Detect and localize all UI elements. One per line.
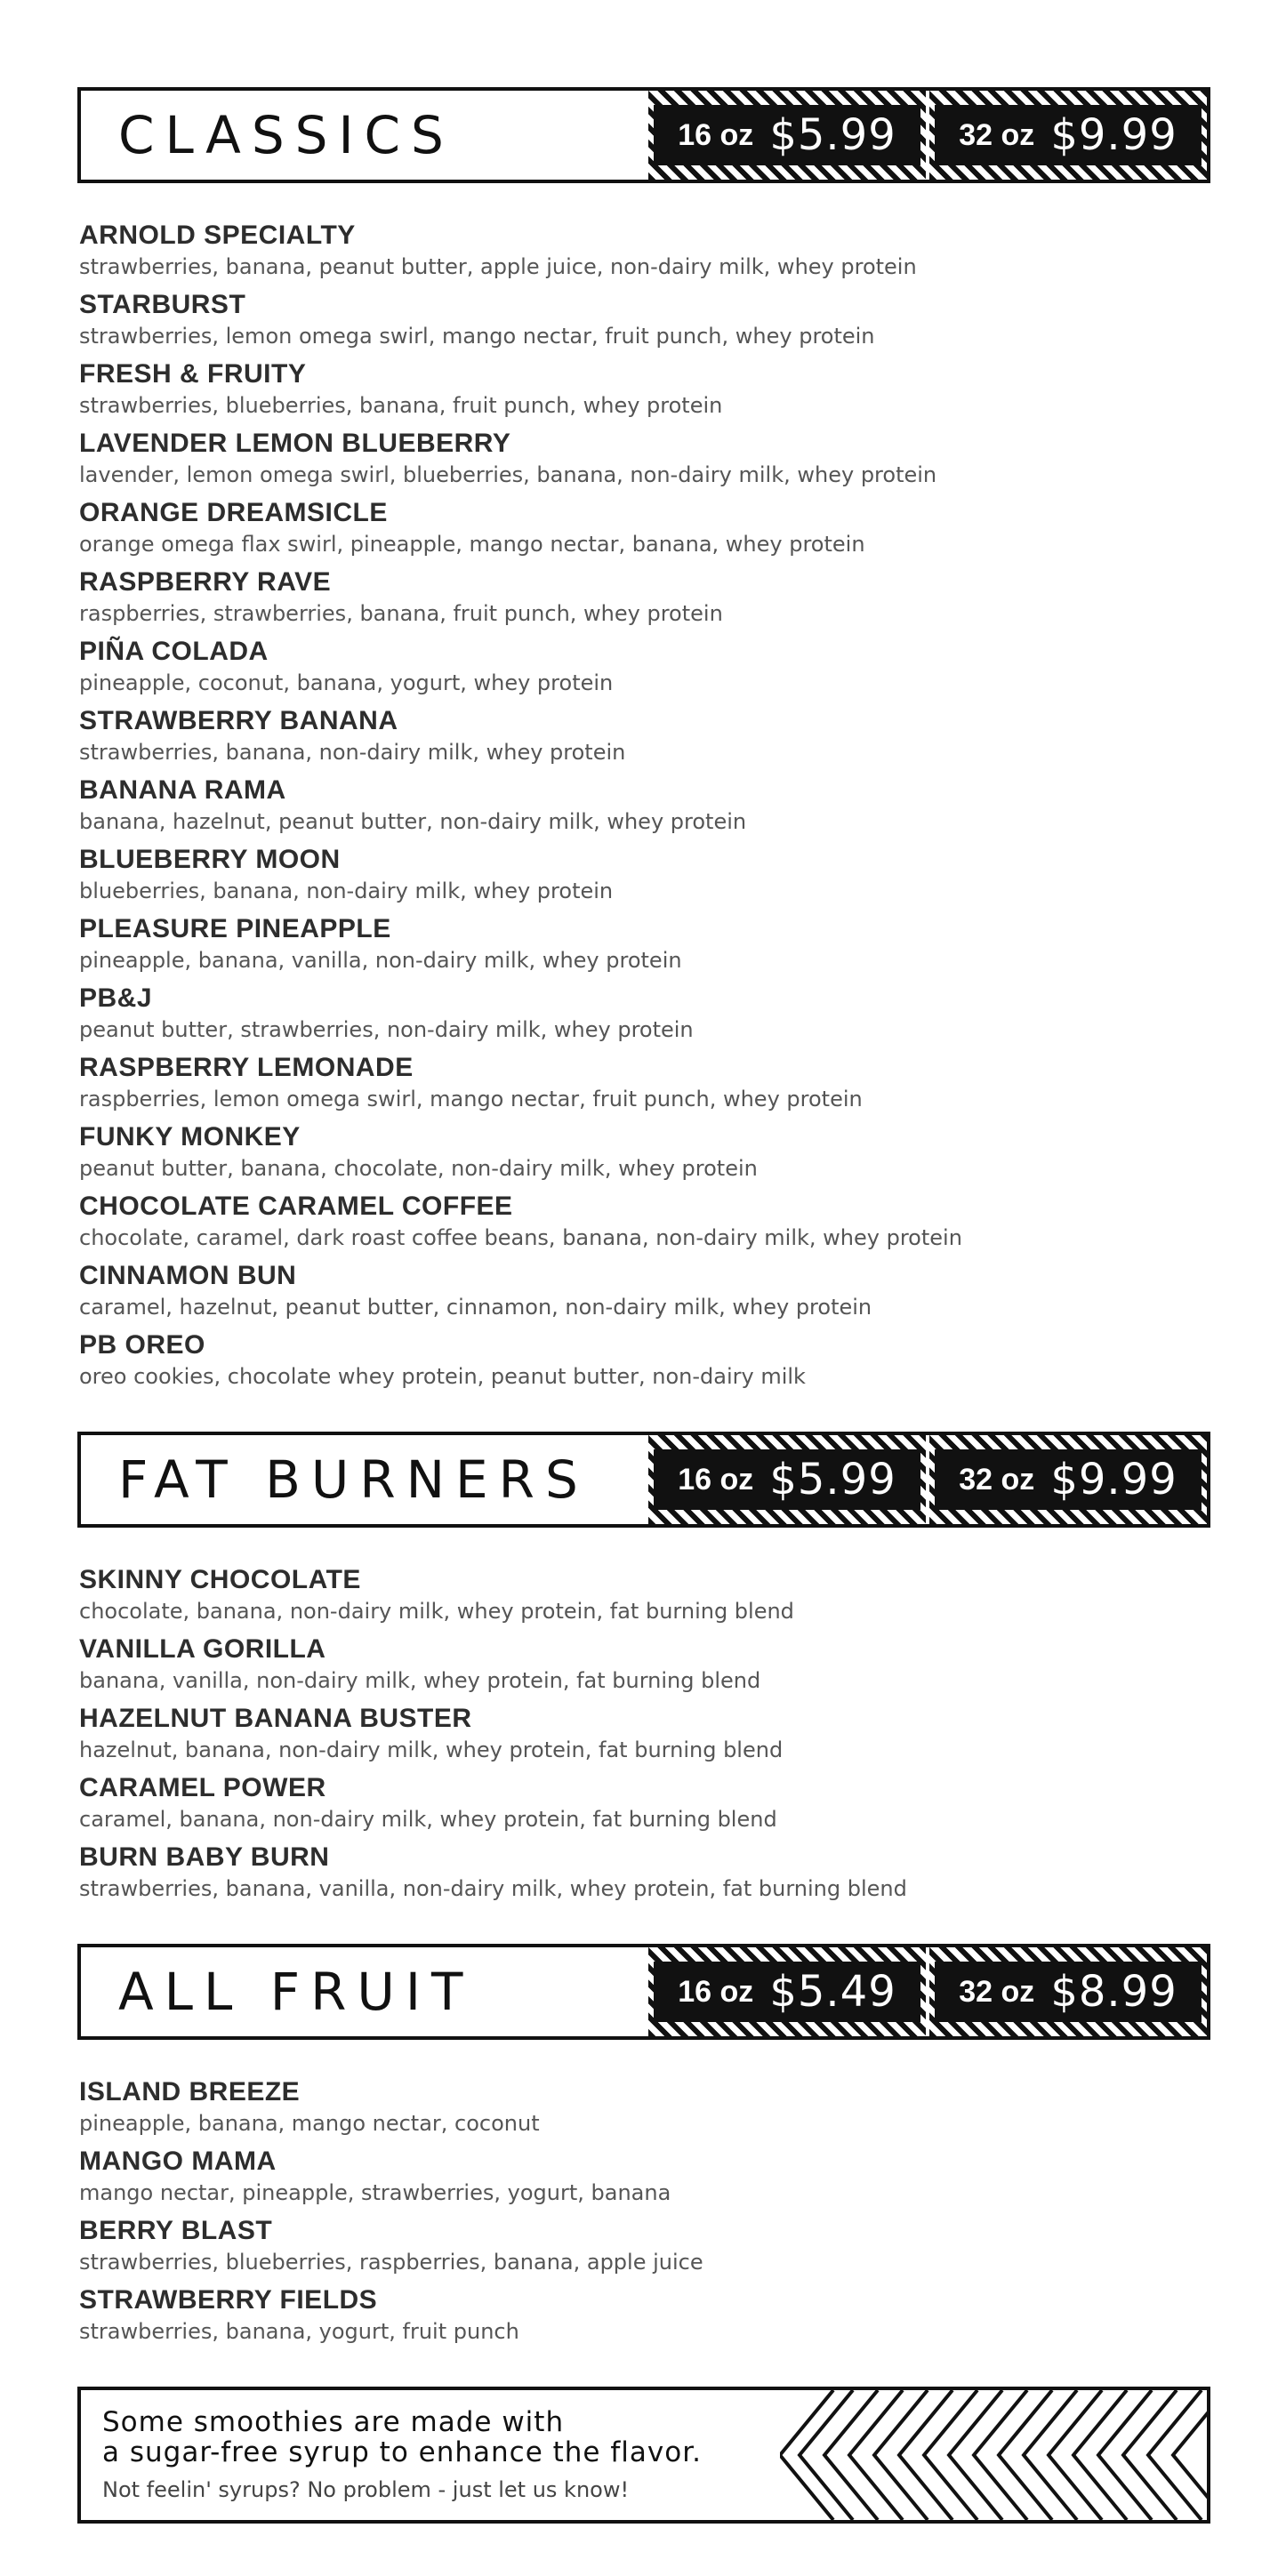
section-title: ALL FRUIT	[118, 1962, 474, 2022]
item-description: peanut butter, strawberries, non-dairy milk, whey protein	[79, 1017, 694, 1042]
price-tag-large	[929, 1947, 1207, 2036]
section-fat-burners	[77, 1432, 1210, 1944]
item-description: raspberries, strawberries, banana, fruit punch, whey protein	[79, 601, 723, 626]
price-tag-large	[929, 1435, 1207, 1524]
section-header	[77, 1944, 1210, 2040]
menu-item	[77, 1330, 1210, 1400]
item-description: strawberries, banana, vanilla, non-dairy milk, whey protein, fat burning blend	[79, 1876, 907, 1901]
item-description: oreo cookies, chocolate whey protein, peanut butter, non-dairy milk	[79, 1364, 806, 1389]
price-group	[648, 1947, 1207, 2036]
item-name: PB OREO	[79, 1330, 205, 1360]
item-name: CINNAMON BUN	[79, 1261, 297, 1290]
menu-item	[77, 2216, 1210, 2285]
item-name: CHOCOLATE CARAMEL COFFEE	[79, 1192, 513, 1221]
item-description: strawberries, banana, peanut butter, apple juice, non-dairy milk, whey protein	[79, 254, 917, 279]
item-description: strawberries, banana, non-dairy milk, whey protein	[79, 740, 626, 765]
price-group	[648, 91, 1207, 180]
menu-item	[77, 1261, 1210, 1330]
section-title: CLASSICS	[118, 105, 454, 165]
menu-item	[77, 914, 1210, 983]
menu-item	[77, 290, 1210, 359]
price-amount: $8.99	[1050, 1967, 1177, 2017]
section-header	[77, 87, 1210, 183]
item-list	[77, 183, 1210, 1432]
menu-item	[77, 2077, 1210, 2147]
item-description: strawberries, banana, yogurt, fruit punch	[79, 2319, 519, 2344]
item-name: MANGO MAMA	[79, 2147, 277, 2176]
item-name: FRESH & FRUITY	[79, 359, 307, 389]
menu-item	[77, 706, 1210, 775]
price-amount: $5.99	[769, 1455, 896, 1505]
item-description: strawberries, blueberries, raspberries, banana, apple juice	[79, 2250, 703, 2275]
note-line-1: Some smoothies are made with	[102, 2406, 565, 2438]
item-name: CARAMEL POWER	[79, 1773, 326, 1802]
item-description: peanut butter, banana, chocolate, non-dairy milk, whey protein	[79, 1156, 758, 1181]
price-size: 32 oz	[959, 1462, 1035, 1497]
price-size: 32 oz	[959, 1974, 1035, 2009]
item-name: PIÑA COLADA	[79, 637, 269, 666]
section-title: FAT BURNERS	[118, 1449, 589, 1510]
item-description: pineapple, coconut, banana, yogurt, whey protein	[79, 670, 614, 695]
item-name: LAVENDER LEMON BLUEBERRY	[79, 429, 511, 458]
chevron-pattern-icon	[780, 2390, 1207, 2520]
item-list	[77, 2040, 1210, 2387]
item-name: RASPBERRY RAVE	[79, 567, 332, 597]
price-tag-small	[648, 91, 926, 180]
smoothie-menu	[77, 87, 1210, 2524]
item-name: PLEASURE PINEAPPLE	[79, 914, 391, 943]
menu-item	[77, 1842, 1210, 1912]
item-name: BANANA RAMA	[79, 775, 286, 805]
price-size: 32 oz	[959, 117, 1035, 152]
menu-item	[77, 1773, 1210, 1842]
menu-item	[77, 637, 1210, 706]
price-amount: $9.99	[1050, 110, 1177, 160]
item-description: banana, hazelnut, peanut butter, non-dairy milk, whey protein	[79, 809, 747, 834]
item-description: strawberries, lemon omega swirl, mango nectar, fruit punch, whey protein	[79, 324, 875, 349]
item-list	[77, 1528, 1210, 1944]
item-name: STRAWBERRY BANANA	[79, 706, 398, 735]
item-name: VANILLA GORILLA	[79, 1634, 326, 1664]
item-name: SKINNY CHOCOLATE	[79, 1565, 361, 1594]
price-amount: $9.99	[1050, 1455, 1177, 1505]
section-classics	[77, 87, 1210, 1432]
price-amount: $5.99	[769, 110, 896, 160]
item-description: pineapple, banana, vanilla, non-dairy milk, whey protein	[79, 948, 682, 973]
item-name: BLUEBERRY MOON	[79, 845, 341, 874]
item-name: ORANGE DREAMSICLE	[79, 498, 388, 527]
price-tag-small	[648, 1947, 926, 2036]
item-name: ARNOLD SPECIALTY	[79, 221, 356, 250]
menu-item	[77, 1634, 1210, 1704]
item-name: ISLAND BREEZE	[79, 2077, 301, 2107]
price-group	[648, 1435, 1207, 1524]
menu-item	[77, 983, 1210, 1053]
price-tag-large	[929, 91, 1207, 180]
price-amount: $5.49	[769, 1967, 896, 2017]
syrup-note	[77, 2387, 1210, 2524]
item-description: blueberries, banana, non-dairy milk, whey protein	[79, 879, 614, 903]
note-subtext: Not feelin' syrups? No problem - just let us know!	[102, 2477, 630, 2502]
item-description: chocolate, banana, non-dairy milk, whey protein, fat burning blend	[79, 1599, 794, 1624]
item-description: hazelnut, banana, non-dairy milk, whey protein, fat burning blend	[79, 1737, 784, 1762]
menu-item	[77, 775, 1210, 845]
price-size: 16 oz	[678, 1462, 754, 1497]
menu-item	[77, 1122, 1210, 1192]
section-header	[77, 1432, 1210, 1528]
item-name: STARBURST	[79, 290, 246, 319]
price-tag-small	[648, 1435, 926, 1524]
item-description: mango nectar, pineapple, strawberries, yogurt, banana	[79, 2180, 671, 2205]
item-description: lavender, lemon omega swirl, blueberries, banana, non-dairy milk, whey protein	[79, 462, 937, 487]
menu-item	[77, 567, 1210, 637]
item-name: RASPBERRY LEMONADE	[79, 1053, 414, 1082]
price-size: 16 oz	[678, 117, 754, 152]
item-name: STRAWBERRY FIELDS	[79, 2285, 378, 2315]
item-name: PB&J	[79, 983, 153, 1013]
chevron-stroke	[1173, 2390, 1207, 2520]
item-description: chocolate, caramel, dark roast coffee beans, banana, non-dairy milk, whey protein	[79, 1225, 962, 1250]
price-size: 16 oz	[678, 1974, 754, 2009]
section-all-fruit	[77, 1944, 1210, 2387]
menu-item	[77, 1565, 1210, 1634]
item-description: strawberries, blueberries, banana, fruit punch, whey protein	[79, 393, 723, 418]
menu-item	[77, 845, 1210, 914]
note-line-2: a sugar-free syrup to enhance the flavor.	[102, 2436, 702, 2468]
item-name: BURN BABY BURN	[79, 1842, 330, 1872]
menu-item	[77, 1704, 1210, 1773]
menu-item	[77, 359, 1210, 429]
menu-item	[77, 221, 1210, 290]
item-description: banana, vanilla, non-dairy milk, whey protein, fat burning blend	[79, 1668, 761, 1693]
menu-item	[77, 1053, 1210, 1122]
menu-item	[77, 1192, 1210, 1261]
item-description: orange omega flax swirl, pineapple, mango nectar, banana, whey protein	[79, 532, 865, 557]
item-name: HAZELNUT BANANA BUSTER	[79, 1704, 472, 1733]
menu-item	[77, 2285, 1210, 2355]
menu-item	[77, 2147, 1210, 2216]
menu-item	[77, 498, 1210, 567]
item-name: BERRY BLAST	[79, 2216, 273, 2245]
item-description: caramel, banana, non-dairy milk, whey protein, fat burning blend	[79, 1807, 777, 1832]
menu-item	[77, 429, 1210, 498]
item-description: raspberries, lemon omega swirl, mango nectar, fruit punch, whey protein	[79, 1087, 863, 1111]
item-name: FUNKY MONKEY	[79, 1122, 301, 1152]
item-description: caramel, hazelnut, peanut butter, cinnamon, non-dairy milk, whey protein	[79, 1295, 872, 1320]
item-description: pineapple, banana, mango nectar, coconut	[79, 2111, 540, 2136]
